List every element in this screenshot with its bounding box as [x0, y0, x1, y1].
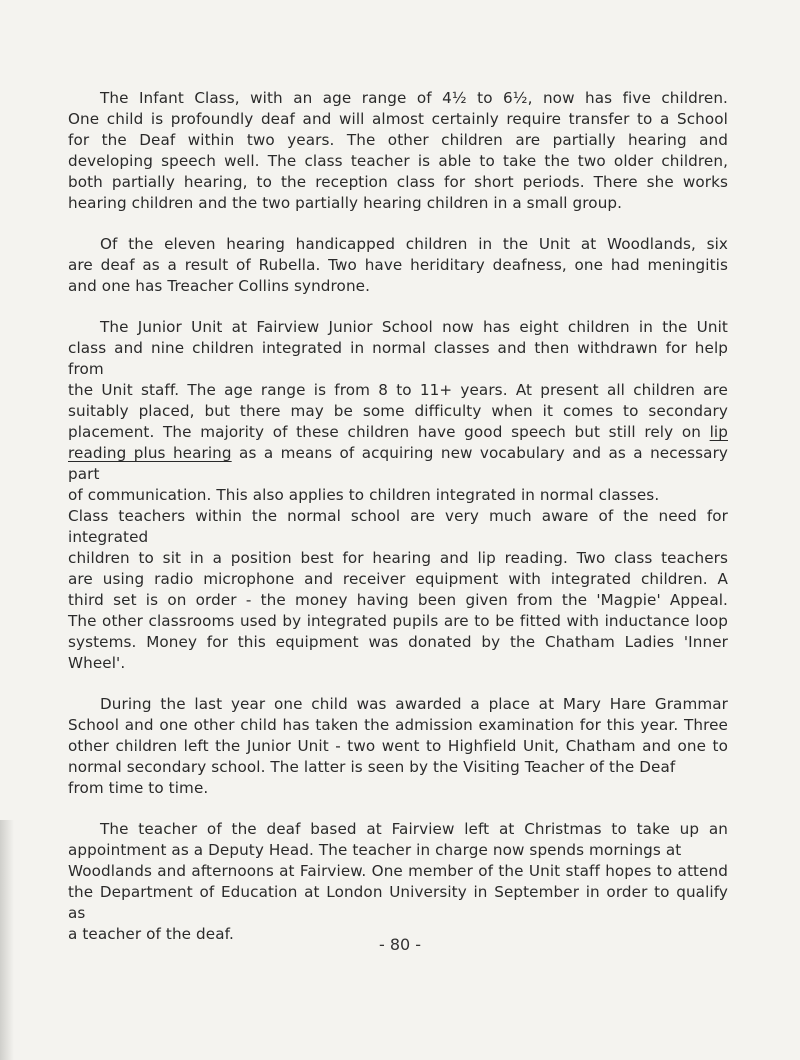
text-line: appointment as a Deputy Head. The teacher in charge now spends mornings at: [68, 841, 682, 859]
text-line: are deaf as a result of Rubella. Two have heriditary deafness, one had meningitis: [68, 256, 728, 274]
text-line: the Department of Education at London University in September in order to qualify as: [68, 883, 728, 922]
text-line: developing speech well. The class teacher is able to take the two older children,: [68, 152, 728, 170]
text-line: systems. Money for this equipment was donated by the Chatham Ladies 'Inner Wheel'.: [68, 633, 728, 672]
text-line: class and nine children integrated in normal classes and then withdrawn for help from: [68, 339, 728, 378]
text-line: a teacher of the deaf.: [68, 925, 234, 943]
text-line: One child is profoundly deaf and will almost certainly require transfer to a School: [68, 110, 728, 128]
paragraph-woodlands-children: [68, 234, 728, 297]
text-line: The Junior Unit at Fairview Junior School now has eight children in the Unit: [100, 318, 728, 336]
text-line: placement. The majority of these children have good speech but still rely on lip: [68, 423, 728, 441]
text-line: for the Deaf within two years. The other children are partially hearing and: [68, 131, 728, 149]
text-line: suitably placed, but there may be some difficulty when it comes to secondary: [68, 402, 728, 420]
text-line: The Infant Class, with an age range of 4½ to 6½, now has five children.: [100, 89, 728, 107]
text-line: and one has Treacher Collins syndrone.: [68, 277, 371, 295]
text-line: both partially hearing, to the reception class for short periods. There she works: [68, 173, 728, 191]
paragraph-last-year: [68, 694, 728, 799]
page-number: - 80 -: [378, 935, 422, 954]
body-text: [68, 88, 728, 965]
text-line: reading plus hearing as a means of acquiring new vocabulary and as a necessary part: [68, 444, 729, 483]
text-line: The teacher of the deaf based at Fairview left at Christmas to take up an: [100, 820, 728, 838]
paragraph-infant-class: [68, 88, 728, 214]
text-line: Woodlands and afternoons at Fairview. One member of the Unit staff hopes to attend: [68, 862, 728, 880]
paragraph-teacher-of-deaf: [68, 819, 728, 945]
text-line: The other classrooms used by integrated pupils are to be fitted with inductance loop: [68, 612, 728, 630]
text-line: Class teachers within the normal school are very much aware of the need for integrated: [68, 507, 728, 546]
text-line: School and one other child has taken the admission examination for this year. Three: [68, 716, 728, 734]
text-line: Of the eleven hearing handicapped children in the Unit at Woodlands, six: [100, 235, 728, 253]
text-line: other children left the Junior Unit - two went to Highfield Unit, Chatham and one to: [68, 737, 728, 755]
text-line: During the last year one child was awarded a place at Mary Hare Grammar: [100, 695, 728, 713]
text-line: from time to time.: [68, 779, 209, 797]
text-line: normal secondary school. The latter is seen by the Visiting Teacher of the Deaf: [68, 758, 676, 776]
underlined-phrase: reading plus hearing: [68, 444, 232, 462]
text-line: of communication. This also applies to children integrated in normal classes.: [68, 486, 660, 504]
text-line: the Unit staff. The age range is from 8 to 11+ years. At present all children are: [68, 381, 728, 399]
text-line: third set is on order - the money having been given from the 'Magpie' Appeal.: [68, 591, 728, 609]
text-line: children to sit in a position best for hearing and lip reading. Two class teachers: [68, 549, 728, 567]
text-line: hearing children and the two partially hearing children in a small group.: [68, 194, 623, 212]
underlined-phrase: lip: [709, 423, 728, 441]
paragraph-fairview-junior: [68, 317, 728, 674]
scan-edge-shadow: [0, 820, 14, 1060]
text-line: are using radio microphone and receiver equipment with integrated children. A: [68, 570, 728, 588]
